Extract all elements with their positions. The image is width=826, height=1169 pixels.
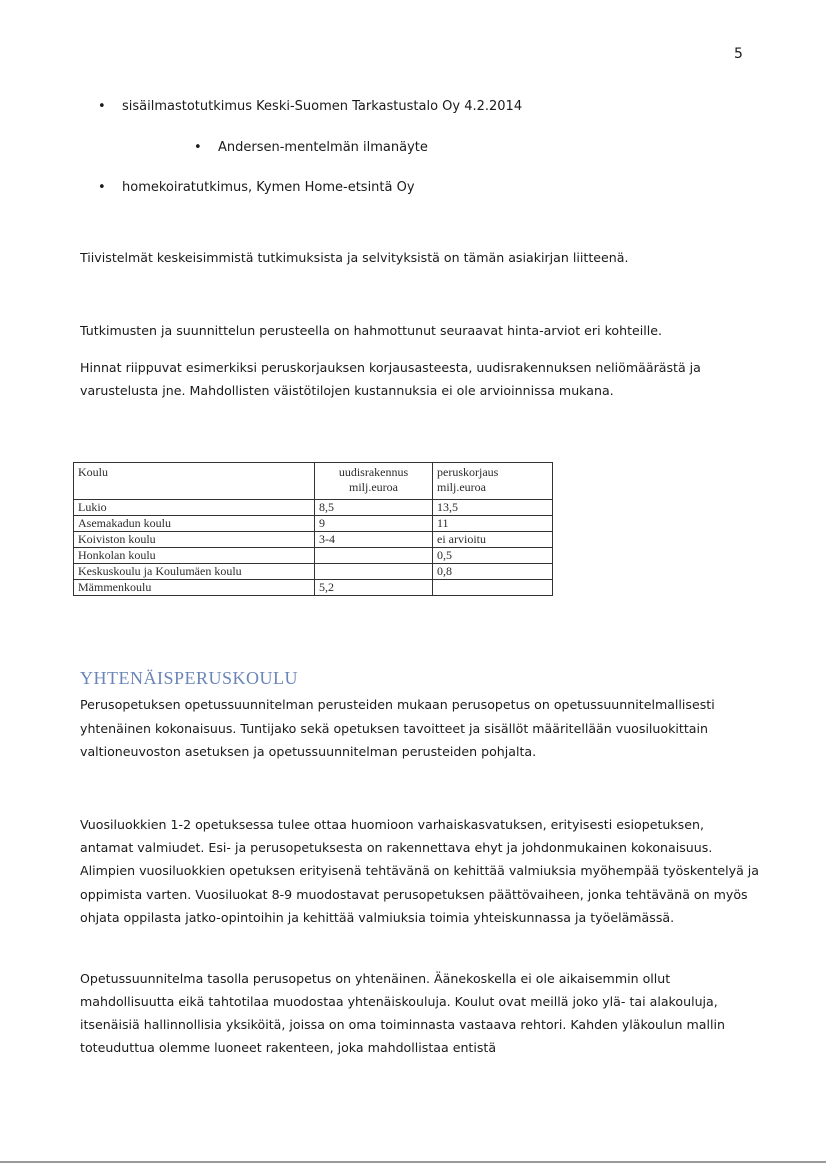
estimates-intro: Tutkimusten ja suunnittelun perusteella on hahmottunut seuraavat hinta-arviot eri kohteille.: [80, 323, 663, 338]
cell-school: Keskuskoulu ja Koulumäen koulu: [74, 564, 315, 580]
table-row: [74, 516, 553, 532]
price-note: Hinnat riippuvat esimerkiksi peruskorjauksen korjausasteesta, uudisrakennuksen neliömäärästä ja varustelusta jne. Mahdollisten väistötilojen kustannuksia ei ole arvioinnissa mukana.: [80, 360, 701, 398]
cell-new-build: 3-4: [315, 532, 433, 548]
cell-renovation: [433, 580, 553, 596]
cell-school: Koiviston koulu: [74, 532, 315, 548]
cell-renovation: 11: [433, 516, 553, 532]
cell-school: Lukio: [74, 500, 315, 516]
table-row: [74, 548, 553, 564]
table-row: [74, 532, 553, 548]
summary-note: Tiivistelmät keskeisimmistä tutkimuksista ja selvityksistä on tämän asiakirjan liitteenä.: [80, 250, 629, 265]
cell-renovation: 0,5: [433, 548, 553, 564]
cell-school: Asemakadun koulu: [74, 516, 315, 532]
cell-renovation: 13,5: [433, 500, 553, 516]
section-heading: YHTENÄISPERUSKOULU: [80, 668, 299, 688]
header-new-build: uudisrakennus milj.euroa: [315, 463, 433, 500]
cell-new-build: 9: [315, 516, 433, 532]
bullet-andersen-sample: • Andersen-mentelmän ilmanäyte: [218, 140, 428, 155]
cost-estimate-table: [73, 462, 553, 596]
scan-edge-line: [0, 1161, 826, 1163]
cell-new-build: [315, 564, 433, 580]
cell-renovation: 0,8: [433, 564, 553, 580]
page-number: 5: [734, 46, 743, 62]
table-row: [74, 564, 553, 580]
bullet-mould-dog-study: • homekoiratutkimus, Kymen Home-etsintä Oy: [122, 180, 415, 195]
cell-renovation: ei arvioitu: [433, 532, 553, 548]
bullet-indoor-climate-study: • sisäilmastotutkimus Keski-Suomen Tarkastustalo Oy 4.2.2014: [122, 99, 522, 114]
header-renovation: peruskorjaus milj.euroa: [433, 463, 553, 500]
cell-school: Honkolan koulu: [74, 548, 315, 564]
section-paragraph-curriculum: Perusopetuksen opetussuunnitelman perusteiden mukaan perusopetus on opetussuunnitelmallisesti yhtenäinen kokonaisuus. Tuntijako sekä opetuksen tavoitteet ja sisällöt määritellään vuosiluokittain valtioneuvoston asetuksen ja opetussuunnitelman perusteiden pohjalta.: [80, 697, 715, 759]
cell-new-build: 5,2: [315, 580, 433, 596]
table-row: [74, 500, 553, 516]
cell-new-build: 8,5: [315, 500, 433, 516]
cell-school: Mämmenkoulu: [74, 580, 315, 596]
header-school: Koulu: [74, 463, 315, 500]
cell-new-build: [315, 548, 433, 564]
section-paragraph-structure: Opetussuunnitelma tasolla perusopetus on yhtenäinen. Äänekoskella ei ole aikaisemmin ollut mahdollisuutta eikä tahtotilaa muodostaa yhtenäiskouluja. Koulut ovat meillä joko ylä- tai alakouluja, itsenäisiä hallinnollisia yksiköitä, joissa on oma toiminnasta vastaava rehtori. Kahden yläkoulun mallin toteuduttua olemme luoneet rakenteen, joka mahdollistaa entistä: [80, 971, 725, 1055]
table-row: [74, 580, 553, 596]
table-header-row: [74, 463, 553, 500]
section-paragraph-grades: Vuosiluokkien 1-2 opetuksessa tulee ottaa huomioon varhaiskasvatuksen, erityisesti esiopetuksen, antamat valmiudet. Esi- ja perusopetuksesta on rakennettava ehyt ja johdonmukainen kokonaisuus. Alimpien vuosiluokkien opetuksen erityisenä tehtävänä on kehittää valmiuksia myöhempää työskentelyä ja oppimista varten. Vuosiluokat 8-9 muodostavat perusopetuksen päättövaiheen, jonka tehtävänä on myös ohjata oppilasta jatko-opintoihin ja kehittää valmiuksia toimia yhteiskunnassa ja työelämässä.: [80, 817, 760, 925]
